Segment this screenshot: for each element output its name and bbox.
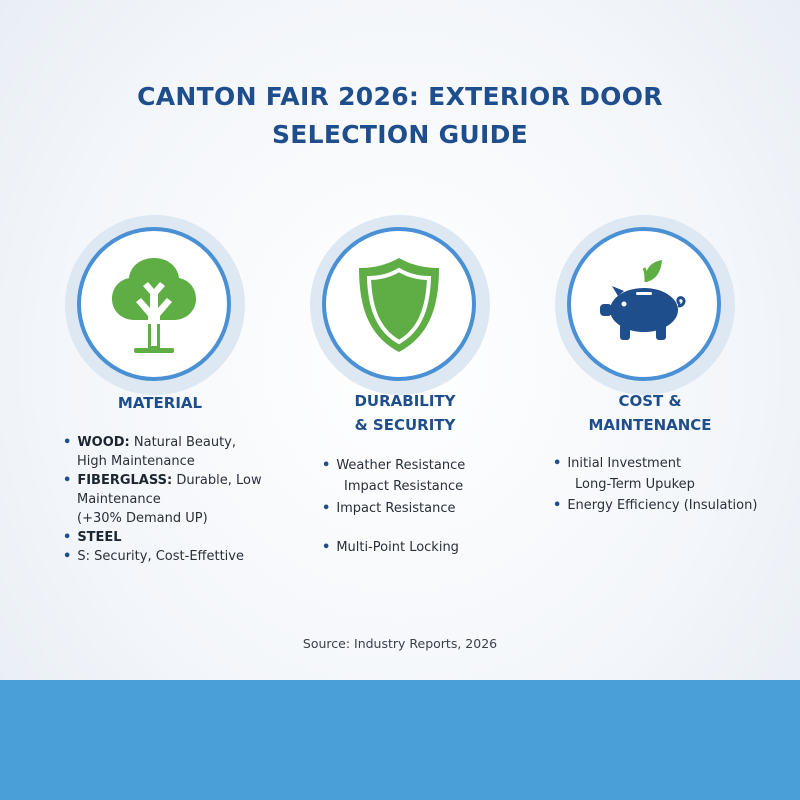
bullet-icon: •	[553, 456, 562, 471]
bullet-icon: •	[322, 458, 331, 473]
list-item: • Weather Resistance	[322, 458, 466, 473]
durability-heading: DURABILITY & SECURITY	[354, 392, 456, 434]
material-list	[63, 433, 303, 566]
source-note: Source: Industry Reports, 2026	[302, 636, 498, 651]
list-item: Long-Term Upukep	[575, 477, 695, 492]
durability-icon-badge	[310, 215, 490, 395]
list-item: • Multi-Point Locking	[322, 540, 459, 555]
cost-list	[553, 453, 793, 516]
material-icon-badge	[65, 215, 245, 395]
bullet-icon: •	[322, 501, 331, 516]
bullet-icon: •	[553, 498, 562, 513]
list-item: High Maintenance	[77, 454, 195, 469]
shield-icon	[339, 244, 459, 364]
list-item: • S: Security, Cost-Effettive	[63, 549, 244, 564]
durability-list	[322, 456, 522, 557]
page-title: CANTON FAIR 2026: EXTERIOR DOOR SELECTION GUIDE	[137, 82, 663, 149]
cost-icon-badge	[555, 215, 735, 395]
list-item: • Impact Resistance	[322, 501, 456, 516]
bullet-icon: •	[63, 435, 72, 450]
list-item: • Initial Investment	[553, 456, 682, 471]
piggy-bank-icon	[584, 244, 704, 364]
list-item: Maintenance	[77, 492, 161, 507]
list-item: • Energy Efficiency (Insulation)	[553, 498, 758, 513]
list-item: • FIBERGLASS: Durable, Low	[63, 473, 262, 488]
list-item: Impact Resistance	[344, 479, 464, 494]
list-item: • STEEL	[63, 530, 122, 545]
material-heading: MATERIAL	[117, 394, 203, 412]
list-item: (+30% Demand UP)	[77, 511, 208, 526]
bullet-icon: •	[322, 540, 331, 555]
bullet-icon: •	[63, 530, 72, 545]
cost-heading: COST & MAINTENANCE	[588, 392, 712, 434]
bullet-icon: •	[63, 549, 72, 564]
bullet-icon: •	[63, 473, 72, 488]
bottom-band	[0, 680, 800, 800]
list-item: • WOOD: Natural Beauty,	[63, 435, 237, 450]
tree-icon	[94, 244, 214, 364]
